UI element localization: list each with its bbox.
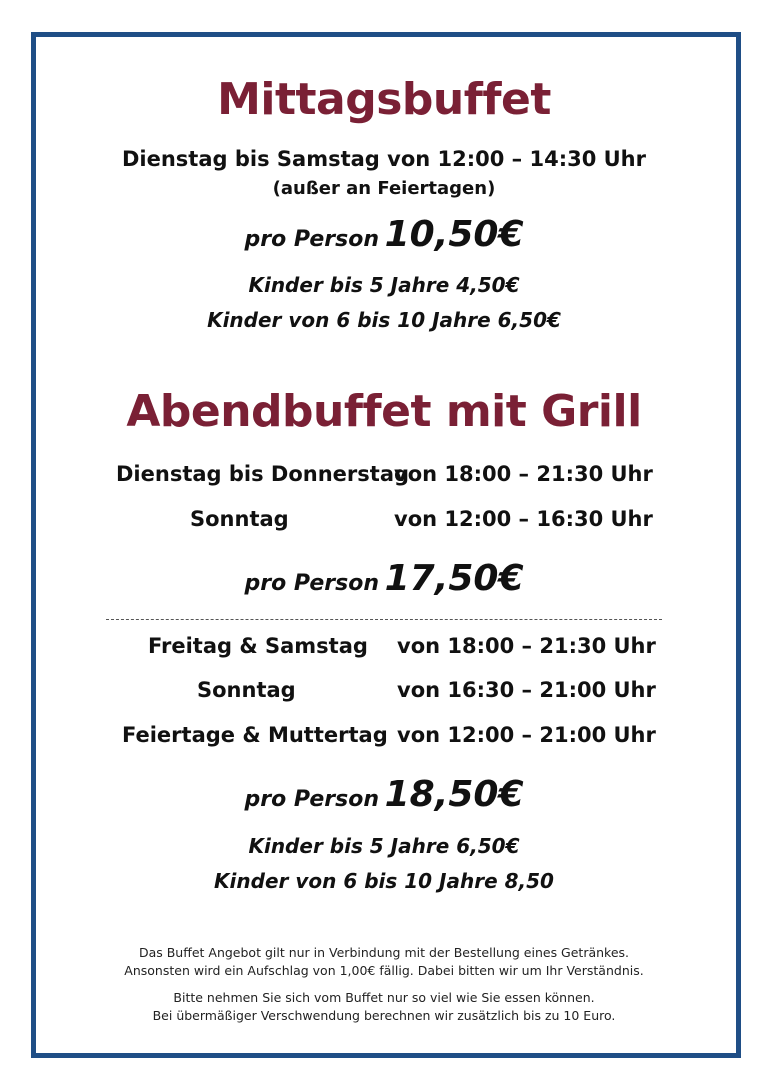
dinner-block1-day-1: Dienstag bis Donnerstag (116, 462, 410, 486)
dinner-block1-time-2: von 12:00 – 16:30 Uhr (394, 507, 653, 531)
note-line-2: Ansonsten wird ein Aufschlag von 1,00€ fällig. Dabei bitten wir um Ihr Verständnis. (124, 963, 644, 978)
lunch-price (0, 212, 768, 264)
dinner-price-1 (0, 556, 768, 608)
dinner-block2-day-1: Freitag & Samstag (148, 634, 368, 658)
lunch-days: Dienstag bis Samstag von 12:00 – 14:30 Uhr (121, 147, 646, 171)
note-line-4: Bei übermäßiger Verschwendung berechnen wir zusätzlich bis zu 10 Euro. (152, 1008, 616, 1023)
dinner-block2-time-1: von 18:00 – 21:30 Uhr (397, 634, 656, 658)
note-line-1: Das Buffet Angebot gilt nur in Verbindung mit der Bestellung eines Getränkes. (138, 945, 630, 960)
dinner-price2-label: pro Person (244, 787, 380, 812)
lunch-title: Mittagsbuffet (217, 74, 551, 125)
lunch-price-label: pro Person (244, 227, 380, 252)
lunch-exception: (außer an Feiertagen) (272, 178, 496, 199)
dinner-price1-value: 17,50€ (384, 558, 524, 599)
lunch-kids-under5: Kinder bis 5 Jahre 4,50€ (248, 273, 520, 297)
dinner-block1-day-2: Sonntag (190, 507, 289, 531)
dinner-price1-label: pro Person (244, 571, 380, 596)
dinner-block2-day-2: Sonntag (197, 678, 296, 702)
lunch-kids-6to10: Kinder von 6 bis 10 Jahre 6,50€ (207, 308, 561, 332)
lunch-price-value: 10,50€ (384, 214, 524, 255)
dinner-block2-time-3: von 12:00 – 21:00 Uhr (397, 723, 656, 747)
dinner-price2-value: 18,50€ (384, 774, 524, 815)
dinner-block2-day-3: Feiertage & Muttertag (122, 723, 388, 747)
dinner-kids-6to10: Kinder von 6 bis 10 Jahre 8,50 (214, 869, 554, 893)
dinner-block1-time-1: von 18:00 – 21:30 Uhr (394, 462, 653, 486)
note-line-3: Bitte nehmen Sie sich vom Buffet nur so viel wie Sie essen können. (173, 990, 595, 1005)
dinner-kids-under5: Kinder bis 5 Jahre 6,50€ (248, 834, 520, 858)
dinner-price-2 (0, 772, 768, 824)
section-divider (106, 619, 662, 620)
dinner-title: Abendbuffet mit Grill (126, 386, 642, 437)
dinner-block2-time-2: von 16:30 – 21:00 Uhr (397, 678, 656, 702)
